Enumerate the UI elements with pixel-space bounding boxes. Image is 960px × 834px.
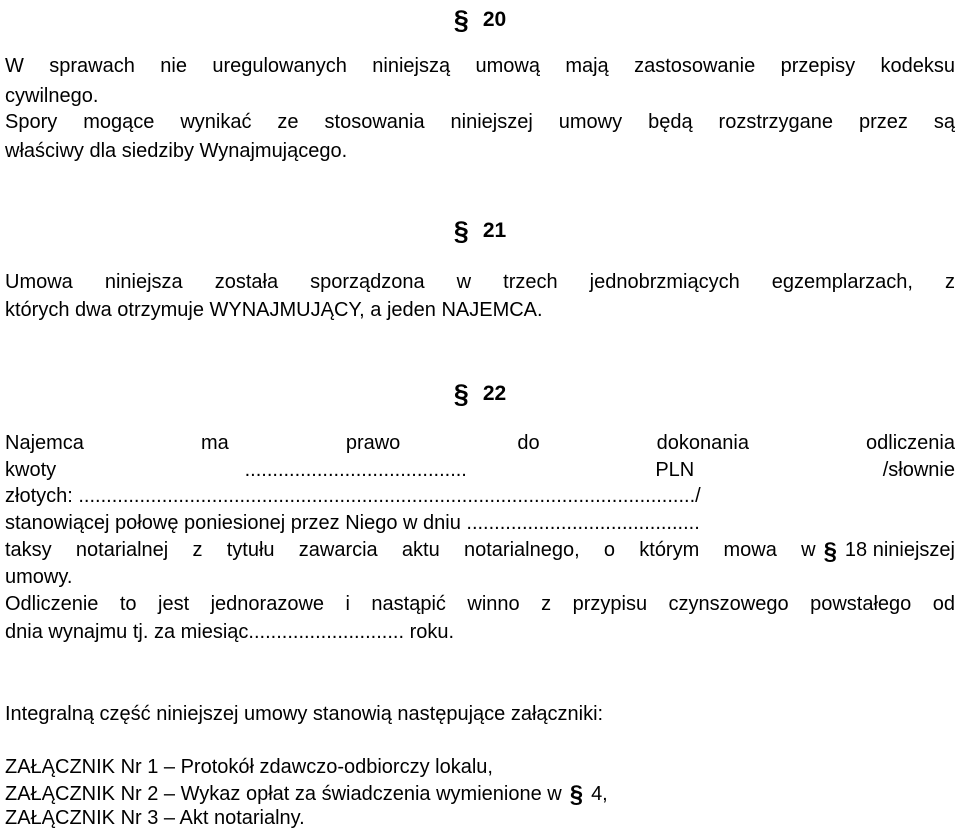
section-22-line-8: dnia wynajmu tj. za miesiąc............................ roku. [5, 621, 455, 643]
attachment-item-3: ZAŁĄCZNIK Nr 3 – Akt notarialny. [5, 807, 305, 829]
section-22-line-1: Najemca ma prawo do dokonania odliczenia [5, 432, 955, 454]
section-heading-20 [0, 2, 960, 33]
section-22-line-2: kwoty ........................................ PLN /słownie [5, 459, 955, 481]
paragraph-symbol: § [453, 216, 469, 246]
section-20-line-2: cywilnego. [5, 85, 99, 107]
section-20-line-1: W sprawach nie uregulowanych niniejszą umową mają zastosowanie przepisy kodeksu [5, 55, 955, 77]
section-22-line-5-tail: 18 niniejszej [844, 539, 955, 561]
paragraph-symbol: § [453, 5, 469, 35]
section-21-line-2: których dwa otrzymuje WYNAJMUJĄCY, a jeden NAJEMCA. [5, 299, 543, 321]
section-22-line-5-text: taksy notarialnej z tytułu zawarcia aktu notarialnego, o którym mowa w [5, 539, 816, 561]
section-22-line-6: umowy. [5, 566, 73, 588]
attachment-item-2-ref: 4, [591, 783, 608, 805]
paragraph-symbol: § [569, 781, 584, 808]
section-22-line-7: Odliczenie to jest jednorazowe i nastąpić winno z przypisu czynszowego powstałego od [5, 593, 955, 615]
section-21-line-1: Umowa niniejsza została sporządzona w trzech jednobrzmiących egzemplarzach, z [5, 271, 955, 293]
attachment-item-1: ZAŁĄCZNIK Nr 1 – Protokół zdawczo-odbiorczy lokalu, [5, 756, 493, 778]
section-20-line-3: Spory mogące wynikać ze stosowania niniejszej umowy będą rozstrzygane przez są [5, 111, 955, 133]
section-20-line-4: właściwy dla siedziby Wynajmującego. [5, 140, 348, 162]
section-heading-22 [0, 376, 960, 407]
section-22-line-4: stanowiącej połowę poniesionej przez Niego w dniu .......................................... [5, 512, 700, 534]
section-number: 22 [482, 382, 507, 405]
attachments-intro: Integralną część niniejszej umowy stanowią następujące załączniki: [5, 703, 604, 725]
attachment-item-2 [5, 781, 955, 806]
paragraph-symbol: § [453, 379, 469, 409]
paragraph-symbol: § [823, 538, 837, 565]
attachment-item-2-text: ZAŁĄCZNIK Nr 2 – Wykaz opłat za świadczenia wymienione w [5, 783, 562, 805]
section-number: 20 [482, 8, 507, 31]
section-number: 21 [482, 219, 507, 242]
section-22-line-3: złotych: .............................................................................................................../ [5, 485, 701, 507]
section-heading-21 [0, 213, 960, 244]
section-22-line-5 [5, 538, 955, 565]
